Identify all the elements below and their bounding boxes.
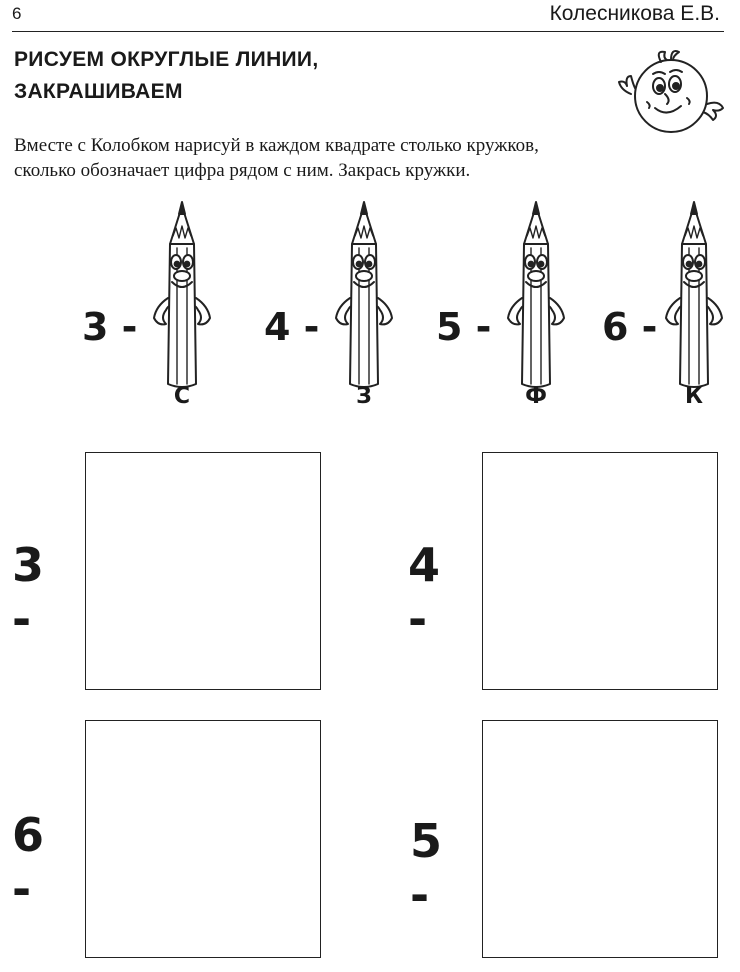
drawing-box[interactable]: [482, 720, 718, 958]
key-letter: З: [356, 384, 372, 409]
key-letter: Ф: [525, 384, 547, 409]
drawing-box[interactable]: [85, 720, 321, 958]
pencil-character-icon: [328, 198, 400, 394]
instructions-line-1: Вместе с Колобком нарисуй в каждом квадрате столько кружков,: [14, 135, 539, 156]
key-letter: К: [685, 384, 703, 409]
header-divider: [12, 31, 724, 32]
pencil-character-icon: [500, 198, 572, 394]
task-digit: 5 -: [410, 814, 443, 922]
title-line-2: ЗАКРАШИВАЕМ: [14, 80, 183, 103]
task-digit: 6 -: [12, 808, 45, 916]
instructions: [14, 133, 634, 183]
drawing-box[interactable]: [85, 452, 321, 690]
drawing-box[interactable]: [482, 452, 718, 690]
page-title: [14, 44, 318, 108]
key-digit: 6 -: [602, 305, 658, 349]
key-letter: С: [173, 384, 191, 409]
pencil-character-icon: [658, 198, 730, 394]
key-item: [264, 198, 444, 418]
key-item: [436, 198, 616, 418]
key-digit: 5 -: [436, 305, 492, 349]
instructions-line-2: сколько обозначает цифра рядом с ним. Закрась кружки.: [14, 160, 471, 181]
pencil-character-icon: [146, 198, 218, 394]
kolobok-illustration: [615, 46, 727, 138]
key-item: [602, 198, 734, 418]
key-digit: 3 -: [82, 305, 138, 349]
author-name: Колесникова Е.В.: [549, 2, 720, 25]
task-digit: 3 -: [12, 538, 45, 646]
title-line-1: РИСУЕМ ОКРУГЛЫЕ ЛИНИИ,: [14, 48, 319, 71]
page-number: 6: [12, 4, 22, 23]
task-digit: 4 -: [408, 538, 441, 646]
key-item: [82, 198, 262, 418]
key-digit: 4 -: [264, 305, 320, 349]
